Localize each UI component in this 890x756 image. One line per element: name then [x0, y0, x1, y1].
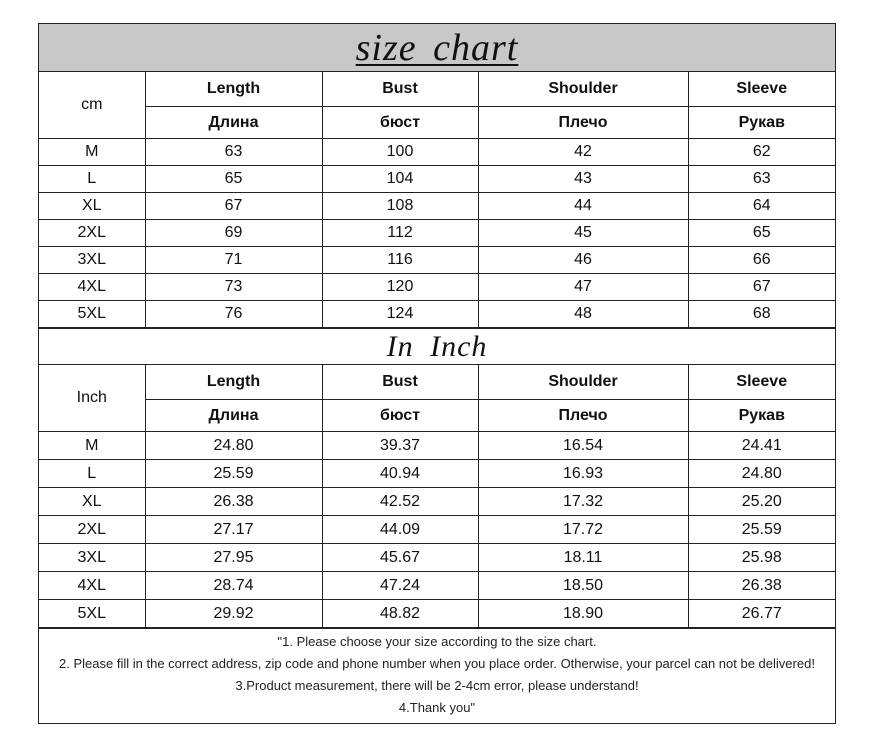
- notes-section: [39, 628, 835, 723]
- size-label: 2XL: [39, 516, 145, 544]
- column-header-sleeve: Sleeve: [688, 72, 835, 107]
- measurement-cell: 25.98: [688, 544, 835, 572]
- measurement-cell: 40.94: [322, 460, 478, 488]
- measurement-cell: 17.32: [478, 488, 688, 516]
- measurement-cell: 67: [145, 193, 322, 220]
- column-header-bust-ru: бюст: [322, 400, 478, 432]
- measurement-cell: 124: [322, 301, 478, 328]
- size-label: 4XL: [39, 572, 145, 600]
- measurement-cell: 65: [145, 166, 322, 193]
- size-label: 4XL: [39, 274, 145, 301]
- size-label: 5XL: [39, 301, 145, 328]
- measurement-cell: 44: [478, 193, 688, 220]
- unit-label-cm: cm: [39, 72, 145, 139]
- note-line: "1. Please choose your size according to the size chart.: [277, 634, 597, 649]
- measurement-cell: 120: [322, 274, 478, 301]
- measurement-cell: 18.90: [478, 600, 688, 628]
- measurement-cell: 24.80: [145, 432, 322, 460]
- measurement-cell: 73: [145, 274, 322, 301]
- column-header-shoulder: Shoulder: [478, 72, 688, 107]
- column-header-bust-ru: бюст: [322, 107, 478, 139]
- measurement-cell: 25.20: [688, 488, 835, 516]
- column-header-length-ru: Длина: [145, 400, 322, 432]
- measurement-cell: 42: [478, 139, 688, 166]
- size-label: XL: [39, 193, 145, 220]
- measurement-cell: 27.95: [145, 544, 322, 572]
- measurement-cell: 24.41: [688, 432, 835, 460]
- column-header-bust: Bust: [322, 365, 478, 400]
- table-row: [39, 572, 835, 600]
- table-row: [39, 247, 835, 274]
- measurement-cell: 16.93: [478, 460, 688, 488]
- table-row: [39, 460, 835, 488]
- measurement-cell: 16.54: [478, 432, 688, 460]
- measurement-cell: 26.77: [688, 600, 835, 628]
- header-row-ru: [39, 107, 835, 139]
- measurement-cell: 76: [145, 301, 322, 328]
- size-label: L: [39, 460, 145, 488]
- measurement-cell: 18.50: [478, 572, 688, 600]
- page-title: size chart: [355, 26, 519, 69]
- cm-size-table: [39, 72, 835, 328]
- measurement-cell: 18.11: [478, 544, 688, 572]
- size-label: 2XL: [39, 220, 145, 247]
- measurement-cell: 63: [688, 166, 835, 193]
- inch-size-table: [39, 364, 835, 628]
- measurement-cell: 25.59: [688, 516, 835, 544]
- measurement-cell: 62: [688, 139, 835, 166]
- table-row: [39, 488, 835, 516]
- table-row: [39, 432, 835, 460]
- measurement-cell: 39.37: [322, 432, 478, 460]
- column-header-length: Length: [145, 365, 322, 400]
- size-label: 3XL: [39, 247, 145, 274]
- measurement-cell: 64: [688, 193, 835, 220]
- measurement-cell: 45: [478, 220, 688, 247]
- measurement-cell: 116: [322, 247, 478, 274]
- measurement-cell: 47: [478, 274, 688, 301]
- section-subtitle: In Inch: [386, 329, 488, 363]
- measurement-cell: 42.52: [322, 488, 478, 516]
- measurement-cell: 48.82: [322, 600, 478, 628]
- table-row: [39, 301, 835, 328]
- table-row: [39, 139, 835, 166]
- measurement-cell: 47.24: [322, 572, 478, 600]
- column-header-sleeve-ru: Рукав: [688, 400, 835, 432]
- measurement-cell: 26.38: [145, 488, 322, 516]
- table-row: [39, 544, 835, 572]
- title-bar: [39, 24, 835, 72]
- table-row: [39, 516, 835, 544]
- size-label: 3XL: [39, 544, 145, 572]
- measurement-cell: 28.74: [145, 572, 322, 600]
- measurement-cell: 46: [478, 247, 688, 274]
- measurement-cell: 29.92: [145, 600, 322, 628]
- size-label: XL: [39, 488, 145, 516]
- column-header-length: Length: [145, 72, 322, 107]
- measurement-cell: 71: [145, 247, 322, 274]
- column-header-bust: Bust: [322, 72, 478, 107]
- header-row-ru: [39, 400, 835, 432]
- measurement-cell: 68: [688, 301, 835, 328]
- measurement-cell: 65: [688, 220, 835, 247]
- measurement-cell: 69: [145, 220, 322, 247]
- note-line: 3.Product measurement, there will be 2-4cm error, please understand!: [235, 678, 639, 693]
- measurement-cell: 63: [145, 139, 322, 166]
- measurement-cell: 100: [322, 139, 478, 166]
- measurement-cell: 104: [322, 166, 478, 193]
- unit-label-inch: Inch: [39, 365, 145, 432]
- column-header-sleeve-ru: Рукав: [688, 107, 835, 139]
- column-header-shoulder-ru: Плечо: [478, 400, 688, 432]
- table-row: [39, 600, 835, 628]
- column-header-length-ru: Длина: [145, 107, 322, 139]
- size-label: L: [39, 166, 145, 193]
- size-label: M: [39, 432, 145, 460]
- measurement-cell: 67: [688, 274, 835, 301]
- table-row: [39, 220, 835, 247]
- column-header-sleeve: Sleeve: [688, 365, 835, 400]
- note-line: 2. Please fill in the correct address, zip code and phone number when you place order. Otherwise, your parcel can not be delivered!: [59, 656, 815, 671]
- measurement-cell: 43: [478, 166, 688, 193]
- header-row-en: [39, 365, 835, 400]
- column-header-shoulder: Shoulder: [478, 365, 688, 400]
- column-header-shoulder-ru: Плечо: [478, 107, 688, 139]
- table-row: [39, 166, 835, 193]
- size-label: 5XL: [39, 600, 145, 628]
- measurement-cell: 17.72: [478, 516, 688, 544]
- table-row: [39, 274, 835, 301]
- header-row-en: [39, 72, 835, 107]
- measurement-cell: 24.80: [688, 460, 835, 488]
- size-chart-sheet: [38, 23, 836, 724]
- note-line: 4.Thank you": [398, 700, 476, 715]
- measurement-cell: 26.38: [688, 572, 835, 600]
- measurement-cell: 112: [322, 220, 478, 247]
- table-row: [39, 193, 835, 220]
- measurement-cell: 48: [478, 301, 688, 328]
- subtitle-bar: [39, 328, 835, 364]
- measurement-cell: 25.59: [145, 460, 322, 488]
- measurement-cell: 108: [322, 193, 478, 220]
- measurement-cell: 66: [688, 247, 835, 274]
- size-label: M: [39, 139, 145, 166]
- measurement-cell: 44.09: [322, 516, 478, 544]
- measurement-cell: 45.67: [322, 544, 478, 572]
- measurement-cell: 27.17: [145, 516, 322, 544]
